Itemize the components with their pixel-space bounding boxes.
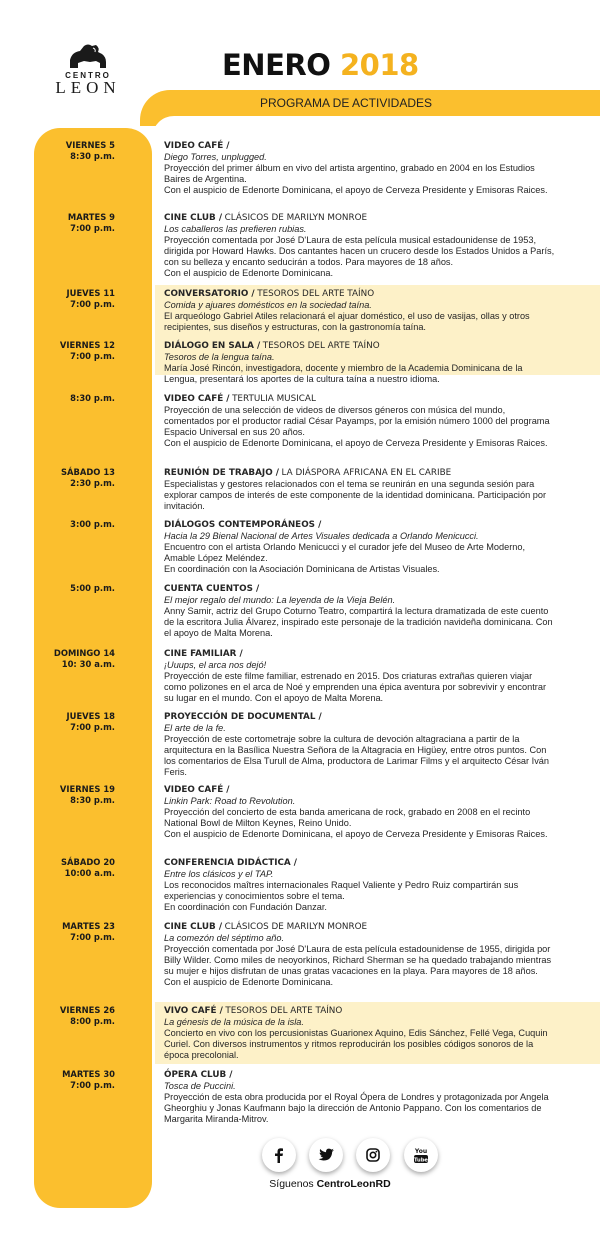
event-description: Proyección comentada por José D'Laura de esta película musical estadounidense de 1953, dirigida por Howard Hawks. Dos cantantes hacen un crucero desde los Estados Unidos a París, con su belleza y encanto seducirán a todos. Para mayores de 18 años.: [164, 235, 555, 267]
event-body: [164, 1005, 555, 1061]
logo-text-leon: LEON: [55, 78, 121, 97]
event-time: 7:00 p.m.: [70, 299, 115, 309]
event-work-title: El arte de la fe.: [164, 723, 226, 733]
event-date: [36, 784, 115, 806]
svg-text:You: You: [414, 1148, 428, 1155]
event-work-title: La comezón del séptimo año.: [164, 933, 285, 943]
event-day: MARTES 30: [62, 1069, 115, 1079]
event-date: [36, 212, 115, 234]
event-work-title: Hacia la 29 Bienal Nacional de Artes Visuales dedicada a Orlando Menicucci.: [164, 531, 479, 541]
event-day: MARTES 9: [67, 212, 115, 222]
event-title: VIDEO CAFÉ /: [164, 141, 230, 151]
event-description: María José Rincón, investigadora, docente y miembro de la Academia Dominicana de la Lengua, presentará los aportes de la cultura taína a nuestro idioma.: [164, 363, 523, 384]
title-month: ENERO: [222, 48, 331, 82]
event-date: [36, 711, 115, 733]
event-work-title: Entre los clásicos y el TAP.: [164, 869, 274, 879]
event-title: CUENTA CUENTOS /: [164, 584, 260, 594]
event-heading: [164, 648, 555, 660]
event-description: Proyección del primer álbum en vivo del artista argentino, grabado en 2004 en los Estudios Baires de Argentina.: [164, 163, 535, 184]
event-description: Concierto en vivo con los percusionistas Guarionex Aquino, Edis Sánchez, Fellé Vega, Cuquin Curiel. Con diversos instrumentos y ritmos reproducirán los posibles códigos sonoros de la época precolonial.: [164, 1028, 548, 1060]
logo-text-centro: CENTRO: [65, 71, 111, 80]
event-body: [164, 467, 555, 512]
event-title: VIVO CAFÉ /: [164, 1006, 223, 1016]
event-description: Especialistas y gestores relacionados con el tema se reunirán en una segunda sesión para explorar campos de interés de este componente de la identidad dominicana. Participación por invitación.: [164, 479, 547, 511]
event-heading: [164, 140, 555, 152]
event-day: VIERNES 12: [59, 340, 115, 350]
event-description: Proyección de esta obra producida por el Royal Ópera de Londres y protagonizada por Angela Gheorghiu y Jonas Kaufmann bajo la dirección de Antonio Pappano. Con los comentarios de Margarita Miranda-Mitrov.: [164, 1092, 549, 1124]
event-date: [36, 648, 115, 670]
event-body: [164, 1069, 555, 1125]
event-day: VIERNES 5: [65, 140, 115, 150]
event-body: [164, 140, 555, 196]
event-day: SÁBADO 13: [60, 467, 115, 477]
event-time: 8:30 p.m.: [70, 393, 115, 403]
event-title: DIÁLOGOS CONTEMPORÁNEOS /: [164, 520, 322, 530]
event-description: Proyección comentada por José D'Laura de esta película estadounidense de 1955, dirigida por Billy Wilder. Como miles de neoyorkinos, Richard Sherman se ha quedado trabajando mientras su mujer e hijos disfrutan de unas gratas vacaciones en la playa. Para mayores de 18 años.: [164, 944, 552, 976]
page-title: [222, 48, 419, 82]
event-body: [164, 857, 555, 913]
event-work-title: Linkin Park: Road to Revolution.: [164, 796, 296, 806]
event-description: Proyección de una selección de videos de diversos géneros con música del mundo, comentados por el productor radial César Payamps, por la emisión número 1000 del programa Espacio Universal en sus 20 años.: [164, 405, 550, 437]
event-time: 10: 30 a.m.: [61, 659, 115, 669]
event-body: [164, 519, 555, 575]
event-description: El arqueólogo Gabriel Atiles relacionará el ajuar doméstico, el uso de vasijas, ollas y otros recipientes, sus diseños y estructuras, con la gastronomía taína.: [164, 311, 530, 332]
event-heading: [164, 1069, 555, 1081]
event-description: Con el auspicio de Edenorte Dominicana.: [164, 977, 334, 987]
event-day: DOMINGO 14: [53, 648, 115, 658]
event-title: CONFERENCIA DIDÁCTICA /: [164, 858, 298, 868]
event-title: CONVERSATORIO /: [164, 289, 255, 299]
event-date: [36, 583, 115, 594]
event-series: TESOROS DEL ARTE TAÍNO: [262, 341, 380, 351]
svg-text:Tube: Tube: [414, 1157, 428, 1164]
youtube-button[interactable]: [404, 1138, 438, 1172]
event-title: VIDEO CAFÉ /: [164, 785, 230, 795]
event-series: LA DIÁSPORA AFRICANA EN EL CARIBE: [281, 468, 452, 478]
event-time: 3:00 p.m.: [70, 519, 115, 529]
event-heading: [164, 393, 555, 405]
event-series: CLÁSICOS DE MARILYN MONROE: [224, 922, 368, 932]
event-heading: [164, 212, 555, 224]
event-body: [164, 340, 555, 385]
event-description: Proyección de este filme familiar, estrenado en 2015. Dos criaturas extrañas quieren viajar como polizones en el arca de Noé y emprenden una épica aventura por sobrevivir y encontrar su lugar en el mundo. Con el apoyo de Malta Morena.: [164, 671, 547, 703]
instagram-icon: [366, 1148, 380, 1162]
event-date: [36, 140, 115, 162]
event-time: 7:00 p.m.: [70, 1080, 115, 1090]
event-title: CINE FAMILIAR /: [164, 649, 243, 659]
event-date: [36, 519, 115, 530]
event-date: [36, 1069, 115, 1091]
event-time: 7:00 p.m.: [70, 351, 115, 361]
event-description: Con el auspicio de Edenorte Dominicana, el apoyo de Cerveza Presidente y Emisoras Raices.: [164, 829, 548, 839]
event-heading: [164, 921, 555, 933]
event-work-title: Diego Torres, unplugged.: [164, 152, 267, 162]
event-series: TESOROS DEL ARTE TAÍNO: [257, 289, 375, 299]
event-heading: [164, 288, 555, 300]
event-time: 7:00 p.m.: [70, 223, 115, 233]
event-date: [36, 857, 115, 879]
title-year: 2018: [339, 48, 419, 82]
event-day: MARTES 23: [62, 921, 115, 931]
event-date: [36, 288, 115, 310]
event-description: Proyección de este cortometraje sobre la cultura de devoción altagraciana a partir de la arquitectura en la Basílica Nuestra Señora de la Altagracia en Higüey, entre otros puntos. Con los comentarios de Elsa Turull de Alma, productora de Larimar Films y el arquitecto César Iván Feris.: [164, 734, 550, 777]
event-title: CINE CLUB /: [164, 213, 223, 223]
event-body: [164, 393, 555, 449]
event-body: [164, 648, 555, 704]
event-heading: [164, 711, 555, 723]
event-description: Encuentro con el artista Orlando Menicucci y el curador jefe del Museo de Arte Moderno, Amable López Meléndez.: [164, 542, 526, 563]
event-body: [164, 583, 555, 639]
event-description: En coordinación con la Asociación Dominicana de Artistas Visuales.: [164, 564, 440, 574]
event-time: 5:00 p.m.: [70, 583, 115, 593]
lion-icon: [66, 42, 110, 70]
page-subtitle: PROGRAMA DE ACTIVIDADES: [259, 96, 433, 110]
event-date: [36, 1005, 115, 1027]
centro-leon-logo[interactable]: [44, 42, 132, 106]
event-date: [36, 921, 115, 943]
event-day: JUEVES 18: [66, 711, 115, 721]
twitter-icon: [318, 1148, 334, 1162]
instagram-button[interactable]: [356, 1138, 390, 1172]
event-title: CINE CLUB /: [164, 922, 223, 932]
event-time: 10:00 a.m.: [64, 868, 115, 878]
event-time: 7:00 p.m.: [70, 932, 115, 942]
event-day: VIERNES 26: [59, 1005, 115, 1015]
event-heading: [164, 340, 555, 352]
event-day: SÁBADO 20: [60, 857, 115, 867]
event-description: Proyección del concierto de esta banda americana de rock, grabado en 2008 en el recinto National Bowl de Milton Keynes, Reino Unido.: [164, 807, 531, 828]
event-work-title: Comida y ajuares domésticos en la sociedad taína.: [164, 300, 372, 310]
follow-prefix: Síguenos: [269, 1178, 314, 1190]
event-title: ÓPERA CLUB /: [164, 1070, 233, 1080]
event-heading: [164, 583, 555, 595]
event-body: [164, 784, 555, 840]
event-heading: [164, 467, 555, 479]
event-body: [164, 921, 555, 988]
follow-us-text: [200, 1178, 460, 1190]
event-time: 7:00 p.m.: [70, 722, 115, 732]
event-series: TERTULIA MUSICAL: [232, 394, 316, 404]
event-day: JUEVES 11: [66, 288, 115, 298]
event-heading: [164, 857, 555, 869]
event-series: CLÁSICOS DE MARILYN MONROE: [224, 213, 368, 223]
event-work-title: Los caballeros las prefieren rubias.: [164, 224, 307, 234]
event-heading: [164, 519, 555, 531]
event-work-title: El mejor regalo del mundo: La leyenda de la Vieja Belén.: [164, 595, 396, 605]
event-description: Con el auspicio de Edenorte Dominicana.: [164, 268, 334, 278]
event-description: Con el auspicio de Edenorte Dominicana, el apoyo de Cerveza Presidente y Emisoras Raices.: [164, 438, 548, 448]
event-description: Anny Samir, actriz del Grupo Coturno Teatro, compartirá la lectura dramatizada de este cuento de la escritora Julia Álvarez, inspirado este personaje de la tradición navideña dominicana. Con el apoyo de Malta Morena.: [164, 606, 553, 638]
event-time: 8:00 p.m.: [70, 1016, 115, 1026]
event-body: [164, 288, 555, 333]
event-work-title: ¡Uuups, el arca nos dejó!: [164, 660, 267, 670]
event-description: En coordinación con Fundación Danzar.: [164, 902, 327, 912]
event-title: DIÁLOGO EN SALA /: [164, 341, 261, 351]
event-heading: [164, 1005, 555, 1017]
facebook-icon: [272, 1147, 286, 1163]
event-work-title: Tosca de Puccini.: [164, 1081, 236, 1091]
event-description: Con el auspicio de Edenorte Dominicana, el apoyo de Cerveza Presidente y Emisoras Raices.: [164, 185, 548, 195]
event-body: [164, 711, 555, 778]
event-title: PROYECCIÓN DE DOCUMENTAL /: [164, 712, 322, 722]
event-description: Los reconocidos maîtres internacionales Raquel Valiente y Pedro Ruiz compartirán sus experiencias y conocimientos sobre el tema.: [164, 880, 519, 901]
event-work-title: Tesoros de la lengua taína.: [164, 352, 275, 362]
event-body: [164, 212, 555, 279]
event-date: [36, 393, 115, 404]
event-date: [36, 340, 115, 362]
twitter-button[interactable]: [309, 1138, 343, 1172]
event-day: VIERNES 19: [59, 784, 115, 794]
facebook-button[interactable]: [262, 1138, 296, 1172]
event-time: 2:30 p.m.: [70, 478, 115, 488]
follow-handle[interactable]: CentroLeonRD: [316, 1178, 391, 1190]
youtube-icon: [413, 1146, 429, 1164]
event-work-title: La génesis de la música de la isla.: [164, 1017, 304, 1027]
event-time: 8:30 p.m.: [70, 795, 115, 805]
event-title: REUNIÓN DE TRABAJO /: [164, 468, 279, 478]
event-series: TESOROS DEL ARTE TAÍNO: [225, 1006, 343, 1016]
event-date: [36, 467, 115, 489]
event-title: VIDEO CAFÉ /: [164, 394, 230, 404]
event-time: 8:30 p.m.: [70, 151, 115, 161]
event-heading: [164, 784, 555, 796]
